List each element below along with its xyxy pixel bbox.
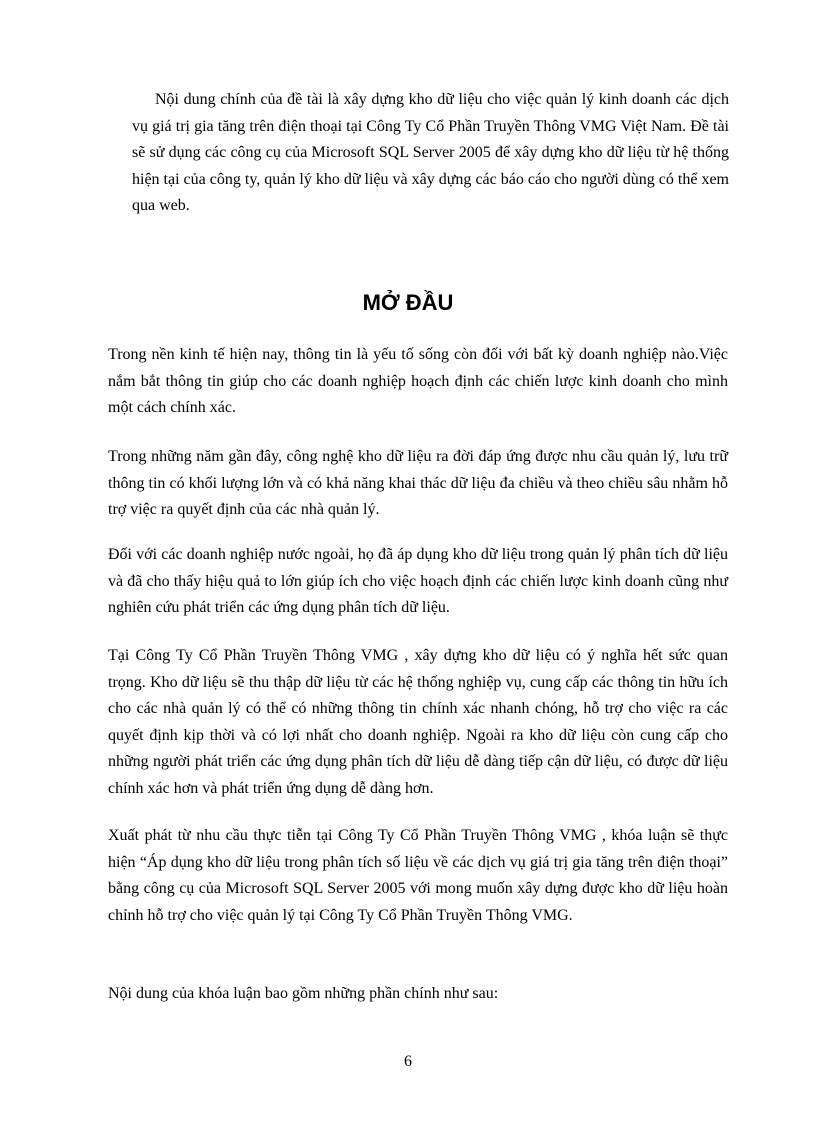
body-paragraph-4: Tại Công Ty Cổ Phần Truyền Thông VMG , xây dựng kho dữ liệu có ý nghĩa hết sức quan trọng. Kho dữ liệu sẽ thu thập dữ liệu từ các hệ thống nghiệp vụ, cung cấp các thông tin hữu ích cho các nhà quản lý có thể có những thông tin chính xác nhanh chóng, hỗ trợ cho việc ra các quyết định kịp thời và có lợi nhất cho doanh nghiệp. Ngoài ra kho dữ liệu còn cung cấp cho những người phát triển các ứng dụng phân tích dữ liệu dễ dàng tiếp cận dữ liệu, có được dữ liệu chính xác hơn và phát triển ứng dụng dễ dàng hơn. [108,647,728,797]
intro-paragraph: Nội dung chính của đề tài là xây dựng kho dữ liệu cho việc quản lý kinh doanh các dịch vụ giá trị gia tăng trên điện thoại tại Công Ty Cổ Phần Truyền Thông VMG Việt Nam. Đề tài sẽ sử dụng các công cụ của Microsoft SQL Server 2005 để xây dựng kho dữ liệu từ hệ thống hiện tại của công ty, quản lý kho dữ liệu và xây dựng các báo cáo cho người dùng có thể xem qua web. [132,91,729,214]
body-paragraph-2: Trong những năm gần đây, công nghệ kho dữ liệu ra đời đáp ứng được nhu cầu quản lý, lưu trữ thông tin có khối lượng lớn và có khả năng khai thác dữ liệu đa chiều và theo chiều sâu nhằm hỗ trợ việc ra quyết định của các nhà quản lý. [108,448,728,518]
body-paragraph-3: Đối với các doanh nghiệp nước ngoài, họ đã áp dụng kho dữ liệu trong quản lý phân tích dữ liệu và đã cho thấy hiệu quả to lớn giúp ích cho việc hoạch định các chiến lược kinh doanh cũng như nghiên cứu phát triển các ứng dụng phân tích dữ liệu. [108,546,728,616]
body-paragraph-6: Nội dung của khóa luận bao gồm những phần chính như sau: [108,985,499,1002]
page-number: 6 [404,1053,412,1070]
body-paragraph-5: Xuất phát từ nhu cầu thực tiễn tại Công Ty Cổ Phần Truyền Thông VMG , khóa luận sẽ thực hiện “Áp dụng kho dữ liệu trong phân tích số liệu về các dịch vụ giá trị gia tăng trên điện thoại” bằng công cụ của Microsoft SQL Server 2005 với mong muốn xây dựng được kho dữ liệu hoàn chỉnh hỗ trợ cho việc quản lý tại Công Ty Cổ Phần Truyền Thông VMG. [108,827,728,924]
section-heading: MỞ ĐẦU [362,290,454,315]
body-paragraph-1: Trong nền kinh tế hiện nay, thông tin là yếu tố sống còn đối với bất kỳ doanh nghiệp nào.Việc nắm bắt thông tin giúp cho các doanh nghiệp hoạch định các chiến lược kinh doanh cho mình một cách chính xác. [108,346,728,416]
